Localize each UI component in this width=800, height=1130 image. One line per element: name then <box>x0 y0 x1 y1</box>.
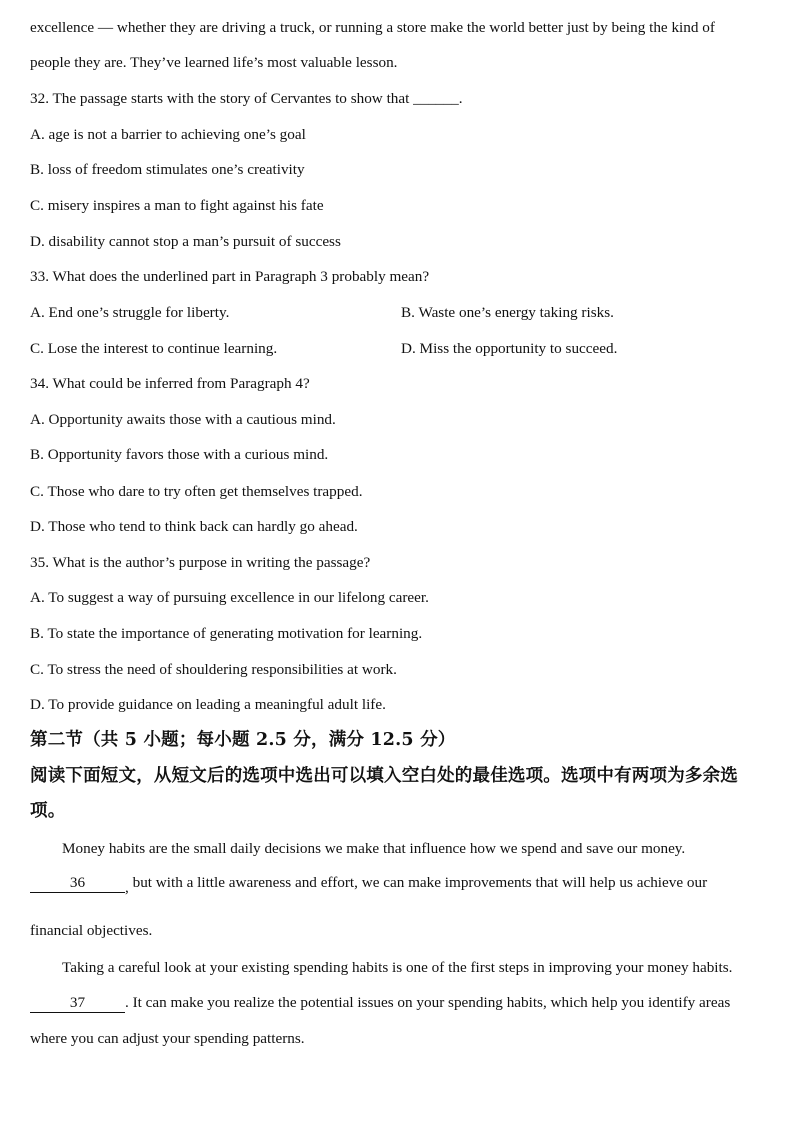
stem-text: 32. The passage starts with the story of Cervantes to show that <box>30 90 410 107</box>
passage-line <box>30 993 730 1013</box>
option-d: D. Those who tend to think back can hardly go ahead. <box>30 518 358 535</box>
option-c: C. To stress the need of shouldering responsibilities at work. <box>30 661 397 678</box>
question-stem: 34. What could be inferred from Paragraph 4? <box>30 375 310 392</box>
option-a: A. Opportunity awaits those with a cautious mind. <box>30 411 336 428</box>
passage-line: Taking a careful look at your existing spending habits is one of the first steps in improving your money habits. <box>62 959 733 976</box>
blank-37[interactable]: 37 <box>30 994 125 1013</box>
question-stem: 33. What does the underlined part in Paragraph 3 probably mean? <box>30 268 430 285</box>
passage-line: financial objectives. <box>30 922 153 939</box>
option-b: B. loss of freedom stimulates one’s creativity <box>30 161 305 178</box>
option-d: D. To provide guidance on leading a meaningful adult life. <box>30 696 386 713</box>
option-a: A. age is not a barrier to achieving one’s goal <box>30 126 306 143</box>
blank-36[interactable]: 36 <box>30 874 125 893</box>
option-b: B. To state the importance of generating motivation for learning. <box>30 625 423 642</box>
section-instruction: 阅读下面短文，从短文后的选项中选出可以填入空白处的最佳选项。选项中有两项为多余选 <box>30 766 738 786</box>
passage-line: Money habits are the small daily decisions we make that influence how we spend and save our money. <box>62 840 686 857</box>
option-c: C. misery inspires a man to fight against his fate <box>30 197 324 214</box>
option-b: B. Waste one’s energy taking risks. <box>401 304 614 321</box>
passage-line: people they are. They’ve learned life’s most valuable lesson. <box>30 54 398 71</box>
option-b: B. Opportunity favors those with a curious mind. <box>30 446 329 463</box>
passage-text: . It can make you realize the potential issues on your spending habits, which help you identify areas <box>125 994 731 1011</box>
option-c: C. Those who dare to try often get themselves trapped. <box>30 483 363 500</box>
passage-line <box>30 873 708 896</box>
option-a: A. End one’s struggle for liberty. <box>30 304 230 321</box>
question-stem: 35. What is the author’s purpose in writing the passage? <box>30 554 371 571</box>
section-title: 第二节（共 5 小题；每小题 2.5 分，满分 12.5 分） <box>30 730 456 750</box>
question-stem <box>30 89 463 109</box>
passage-text: but with a little awareness and effort, we can make improvements that will help us achieve our <box>132 874 708 891</box>
section-instruction: 项。 <box>30 801 66 821</box>
stem-end: . <box>458 90 463 107</box>
passage-line: excellence — whether they are driving a truck, or running a store make the world better just by being the kind of <box>30 19 715 36</box>
answer-blank: ______ <box>413 90 459 107</box>
comma: , <box>125 879 129 896</box>
passage-line: where you can adjust your spending patterns. <box>30 1030 305 1047</box>
option-a: A. To suggest a way of pursuing excellence in our lifelong career. <box>30 589 429 606</box>
option-d: D. disability cannot stop a man’s pursuit of success <box>30 233 341 250</box>
option-c: C. Lose the interest to continue learning. <box>30 340 278 357</box>
option-d: D. Miss the opportunity to succeed. <box>401 340 618 357</box>
